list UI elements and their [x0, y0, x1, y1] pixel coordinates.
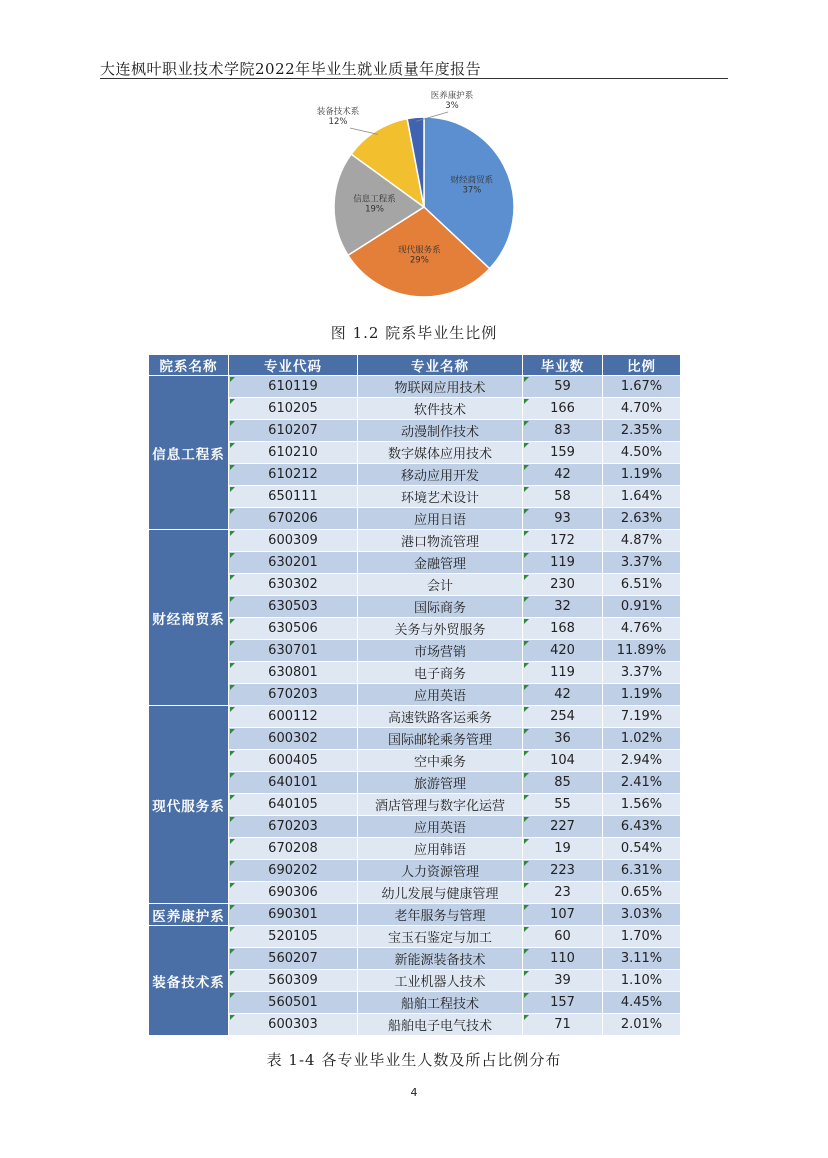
graduate-count-cell: 230 — [523, 574, 603, 596]
ratio-cell: 4.70% — [603, 398, 681, 420]
graduate-count-cell: 110 — [523, 948, 603, 970]
graduate-count-cell: 42 — [523, 684, 603, 706]
graduate-count-cell: 159 — [523, 442, 603, 464]
header-major: 专业名称 — [358, 355, 523, 376]
table-row — [149, 728, 681, 750]
table-row — [149, 420, 681, 442]
pie-slice-label: 现代服务系 — [398, 245, 441, 256]
ratio-cell: 6.31% — [603, 860, 681, 882]
major-name-cell: 应用韩语 — [358, 838, 523, 860]
table-row — [149, 816, 681, 838]
table-row — [149, 464, 681, 486]
major-name-cell: 工业机器人技术 — [358, 970, 523, 992]
table-row — [149, 574, 681, 596]
pie-slice-label: 信息工程系 — [353, 194, 396, 205]
table-row — [149, 1014, 681, 1036]
major-code-cell: 670208 — [229, 838, 358, 860]
graduate-count-cell: 227 — [523, 816, 603, 838]
major-name-cell: 市场营销 — [358, 640, 523, 662]
major-name-cell: 旅游管理 — [358, 772, 523, 794]
graduate-count-cell: 59 — [523, 376, 603, 398]
major-code-cell: 630503 — [229, 596, 358, 618]
major-code-cell: 630506 — [229, 618, 358, 640]
pie-chart-svg — [300, 92, 540, 312]
pie-slice-label: 财经商贸系 — [450, 175, 494, 186]
major-code-cell: 560501 — [229, 992, 358, 1014]
major-code-cell: 640101 — [229, 772, 358, 794]
major-code-cell: 640105 — [229, 794, 358, 816]
graduate-count-cell: 71 — [523, 1014, 603, 1036]
page-header-title: 大连枫叶职业技术学院2022年毕业生就业质量年度报告 — [100, 60, 482, 78]
table-row — [149, 442, 681, 464]
ratio-cell: 4.76% — [603, 618, 681, 640]
major-code-cell: 650111 — [229, 486, 358, 508]
table-row — [149, 376, 681, 398]
major-name-cell: 新能源装备技术 — [358, 948, 523, 970]
major-code-cell: 690306 — [229, 882, 358, 904]
major-name-cell: 应用英语 — [358, 684, 523, 706]
graduate-count-cell: 58 — [523, 486, 603, 508]
table-row — [149, 530, 681, 552]
table-row — [149, 992, 681, 1014]
graduate-count-cell: 93 — [523, 508, 603, 530]
graduate-count-cell: 39 — [523, 970, 603, 992]
major-code-cell: 630201 — [229, 552, 358, 574]
majors-table — [148, 354, 681, 1036]
major-code-cell: 600303 — [229, 1014, 358, 1036]
major-name-cell: 应用日语 — [358, 508, 523, 530]
major-name-cell: 国际商务 — [358, 596, 523, 618]
major-name-cell: 动漫制作技术 — [358, 420, 523, 442]
table-row — [149, 596, 681, 618]
major-code-cell: 600309 — [229, 530, 358, 552]
major-code-cell: 690202 — [229, 860, 358, 882]
major-name-cell: 电子商务 — [358, 662, 523, 684]
pie-slice-label: 医养康护系 — [430, 91, 474, 101]
graduate-count-cell: 107 — [523, 904, 603, 926]
major-name-cell: 软件技术 — [358, 398, 523, 420]
table-row — [149, 926, 681, 948]
major-code-cell: 560207 — [229, 948, 358, 970]
major-name-cell: 人力资源管理 — [358, 860, 523, 882]
major-code-cell: 610205 — [229, 398, 358, 420]
major-code-cell: 670203 — [229, 684, 358, 706]
graduate-count-cell: 55 — [523, 794, 603, 816]
major-name-cell: 环境艺术设计 — [358, 486, 523, 508]
table-row — [149, 706, 681, 728]
major-code-cell: 600405 — [229, 750, 358, 772]
major-code-cell: 630302 — [229, 574, 358, 596]
ratio-cell: 3.37% — [603, 552, 681, 574]
page-number: 4 — [410, 1086, 418, 1099]
ratio-cell: 1.56% — [603, 794, 681, 816]
major-name-cell: 船舶电子电气技术 — [358, 1014, 523, 1036]
dept-cell: 现代服务系 — [149, 706, 229, 904]
pie-slice-percent: 19% — [365, 204, 384, 215]
major-name-cell: 空中乘务 — [358, 750, 523, 772]
ratio-cell: 2.01% — [603, 1014, 681, 1036]
table-row — [149, 552, 681, 574]
major-code-cell: 560309 — [229, 970, 358, 992]
major-code-cell: 670206 — [229, 508, 358, 530]
major-name-cell: 船舶工程技术 — [358, 992, 523, 1014]
graduate-count-cell: 168 — [523, 618, 603, 640]
ratio-cell: 1.02% — [603, 728, 681, 750]
header-dept: 院系名称 — [149, 355, 229, 376]
major-name-cell: 物联网应用技术 — [358, 376, 523, 398]
ratio-cell: 1.10% — [603, 970, 681, 992]
ratio-cell: 2.63% — [603, 508, 681, 530]
ratio-cell: 1.19% — [603, 684, 681, 706]
pie-slice-percent: 29% — [409, 255, 429, 266]
graduate-count-cell: 60 — [523, 926, 603, 948]
ratio-cell: 4.87% — [603, 530, 681, 552]
table-row — [149, 398, 681, 420]
ratio-cell: 3.37% — [603, 662, 681, 684]
table-row — [149, 904, 681, 926]
major-name-cell: 数字媒体应用技术 — [358, 442, 523, 464]
major-name-cell: 金融管理 — [358, 552, 523, 574]
graduate-count-cell: 42 — [523, 464, 603, 486]
ratio-cell: 1.19% — [603, 464, 681, 486]
ratio-cell: 2.41% — [603, 772, 681, 794]
table-row — [149, 684, 681, 706]
major-code-cell: 690301 — [229, 904, 358, 926]
header-rule — [100, 78, 728, 79]
graduate-count-cell: 32 — [523, 596, 603, 618]
dept-cell: 装备技术系 — [149, 926, 229, 1036]
table-row — [149, 948, 681, 970]
ratio-cell: 4.50% — [603, 442, 681, 464]
major-name-cell: 高速铁路客运乘务 — [358, 706, 523, 728]
major-name-cell: 关务与外贸服务 — [358, 618, 523, 640]
table-row — [149, 970, 681, 992]
ratio-cell: 3.11% — [603, 948, 681, 970]
graduate-count-cell: 420 — [523, 640, 603, 662]
major-code-cell: 610119 — [229, 376, 358, 398]
dept-cell: 医养康护系 — [149, 904, 229, 926]
ratio-cell: 1.64% — [603, 486, 681, 508]
ratio-cell: 2.94% — [603, 750, 681, 772]
ratio-cell: 1.70% — [603, 926, 681, 948]
table-row — [149, 640, 681, 662]
major-code-cell: 610207 — [229, 420, 358, 442]
table-row — [149, 508, 681, 530]
ratio-cell: 7.19% — [603, 706, 681, 728]
table-header-row — [149, 355, 681, 376]
major-code-cell: 630701 — [229, 640, 358, 662]
dept-cell: 信息工程系 — [149, 376, 229, 530]
ratio-cell: 11.89% — [603, 640, 681, 662]
major-name-cell: 移动应用开发 — [358, 464, 523, 486]
ratio-cell: 0.65% — [603, 882, 681, 904]
graduate-count-cell: 85 — [523, 772, 603, 794]
table-row — [149, 772, 681, 794]
table-row — [149, 618, 681, 640]
ratio-cell: 0.91% — [603, 596, 681, 618]
header-count: 毕业数 — [523, 355, 603, 376]
ratio-cell: 3.03% — [603, 904, 681, 926]
ratio-cell: 6.43% — [603, 816, 681, 838]
ratio-cell: 2.35% — [603, 420, 681, 442]
major-name-cell: 会计 — [358, 574, 523, 596]
table-row — [149, 662, 681, 684]
dept-cell: 财经商贸系 — [149, 530, 229, 706]
pie-slice-percent: 37% — [462, 185, 482, 196]
graduate-count-cell: 23 — [523, 882, 603, 904]
pie-slice-percent: 12% — [328, 117, 348, 127]
pie-slice-percent: 3% — [445, 101, 459, 111]
ratio-cell: 1.67% — [603, 376, 681, 398]
table-row — [149, 882, 681, 904]
major-code-cell: 600112 — [229, 706, 358, 728]
pie-chart — [300, 92, 540, 312]
major-code-cell: 520105 — [229, 926, 358, 948]
major-name-cell: 酒店管理与数字化运营 — [358, 794, 523, 816]
graduate-count-cell: 119 — [523, 552, 603, 574]
graduate-count-cell: 83 — [523, 420, 603, 442]
graduate-count-cell: 36 — [523, 728, 603, 750]
pie-slice-label: 装备技术系 — [316, 107, 360, 117]
table-row — [149, 794, 681, 816]
table-row — [149, 838, 681, 860]
graduate-count-cell: 104 — [523, 750, 603, 772]
graduate-count-cell: 119 — [523, 662, 603, 684]
major-name-cell: 应用英语 — [358, 816, 523, 838]
ratio-cell: 6.51% — [603, 574, 681, 596]
major-name-cell: 老年服务与管理 — [358, 904, 523, 926]
header-ratio: 比例 — [603, 355, 681, 376]
table-row — [149, 486, 681, 508]
major-code-cell: 610212 — [229, 464, 358, 486]
graduate-count-cell: 157 — [523, 992, 603, 1014]
major-code-cell: 600302 — [229, 728, 358, 750]
major-name-cell: 宝玉石鉴定与加工 — [358, 926, 523, 948]
major-name-cell: 国际邮轮乘务管理 — [358, 728, 523, 750]
ratio-cell: 0.54% — [603, 838, 681, 860]
major-code-cell: 670203 — [229, 816, 358, 838]
figure-caption: 图 1.2 院系毕业生比例 — [330, 324, 498, 342]
graduate-count-cell: 254 — [523, 706, 603, 728]
graduate-count-cell: 172 — [523, 530, 603, 552]
table-row — [149, 860, 681, 882]
graduate-count-cell: 223 — [523, 860, 603, 882]
header-code: 专业代码 — [229, 355, 358, 376]
major-name-cell: 幼儿发展与健康管理 — [358, 882, 523, 904]
major-code-cell: 630801 — [229, 662, 358, 684]
table-row — [149, 750, 681, 772]
table-caption: 表 1-4 各专业毕业生人数及所占比例分布 — [266, 1051, 562, 1069]
ratio-cell: 4.45% — [603, 992, 681, 1014]
major-name-cell: 港口物流管理 — [358, 530, 523, 552]
graduate-count-cell: 19 — [523, 838, 603, 860]
graduate-count-cell: 166 — [523, 398, 603, 420]
major-code-cell: 610210 — [229, 442, 358, 464]
